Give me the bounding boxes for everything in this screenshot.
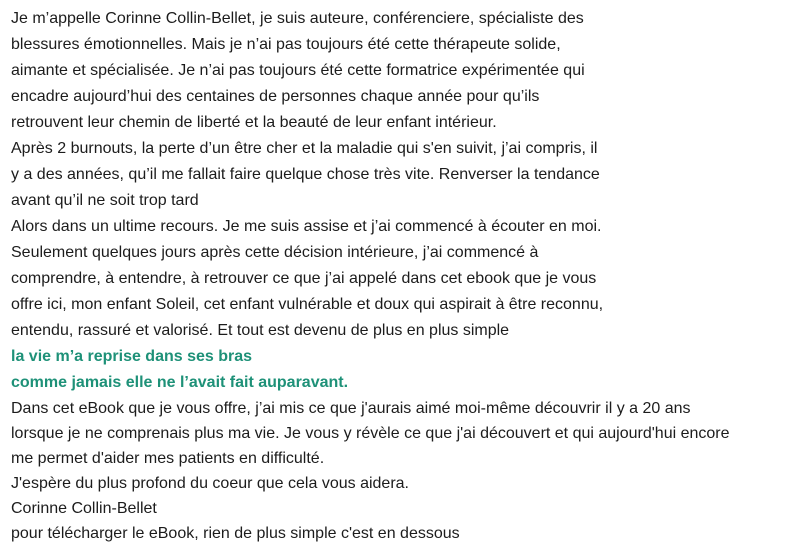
text-line: Alors dans un ultime recours. Je me suis assise et j’ai commencé à écouter en moi.	[11, 218, 602, 235]
text-line: blessures émotionnelles. Mais je n’ai pas toujours été cette thérapeute solide,	[11, 36, 561, 53]
closing-paragraph-block	[11, 396, 796, 546]
text-line: J'espère du plus profond du coeur que cela vous aidera.	[11, 475, 409, 492]
text-line: Après 2 burnouts, la perte d’un être cher et la maladie qui s'en suivit, j’ai compris, il	[11, 140, 598, 157]
text-line: avant qu’il ne soit trop tard	[11, 192, 199, 209]
text-line: lorsque je ne comprenais plus ma vie. Je vous y révèle ce que j'ai découvert et qui aujourd'hui encore	[11, 425, 730, 442]
text-line: entendu, rassuré et valorisé. Et tout est devenu de plus en plus simple	[11, 322, 510, 339]
download-hint-line: pour télécharger le eBook, rien de plus simple c'est en dessous	[11, 525, 460, 542]
text-line: encadre aujourd’hui des centaines de personnes chaque année pour qu’ils	[11, 88, 540, 105]
text-line: comprendre, à entendre, à retrouver ce que j’ai appelé dans cet ebook que je vous	[11, 270, 597, 287]
text-line: Je m’appelle Corinne Collin-Bellet, je suis auteure, conférenciere, spécialiste des	[11, 10, 584, 27]
text-line: offre ici, mon enfant Soleil, cet enfant vulnérable et doux qui aspirait à être reconnu,	[11, 296, 604, 313]
text-line: aimante et spécialisée. Je n’ai pas toujours été cette formatrice expérimentée qui	[11, 62, 585, 79]
text-line: Dans cet eBook que je vous offre, j’ai mis ce que j'aurais aimé moi-même découvrir il y a 20 ans	[11, 400, 691, 417]
text-line: Seulement quelques jours après cette décision intérieure, j’ai commencé à	[11, 244, 539, 261]
signature-line: Corinne Collin-Bellet	[11, 500, 157, 517]
text-line: retrouvent leur chemin de liberté et la beauté de leur enfant intérieur.	[11, 114, 497, 131]
highlight-line: comme jamais elle ne l’avait fait auparavant.	[11, 374, 349, 391]
highlight-line: la vie m’a reprise dans ses bras	[11, 348, 253, 365]
intro-paragraph-block	[11, 6, 796, 396]
text-line: me permet d'aider mes patients en difficulté.	[11, 450, 325, 467]
text-line: y a des années, qu’il me fallait faire quelque chose très vite. Renverser la tendance	[11, 166, 600, 183]
